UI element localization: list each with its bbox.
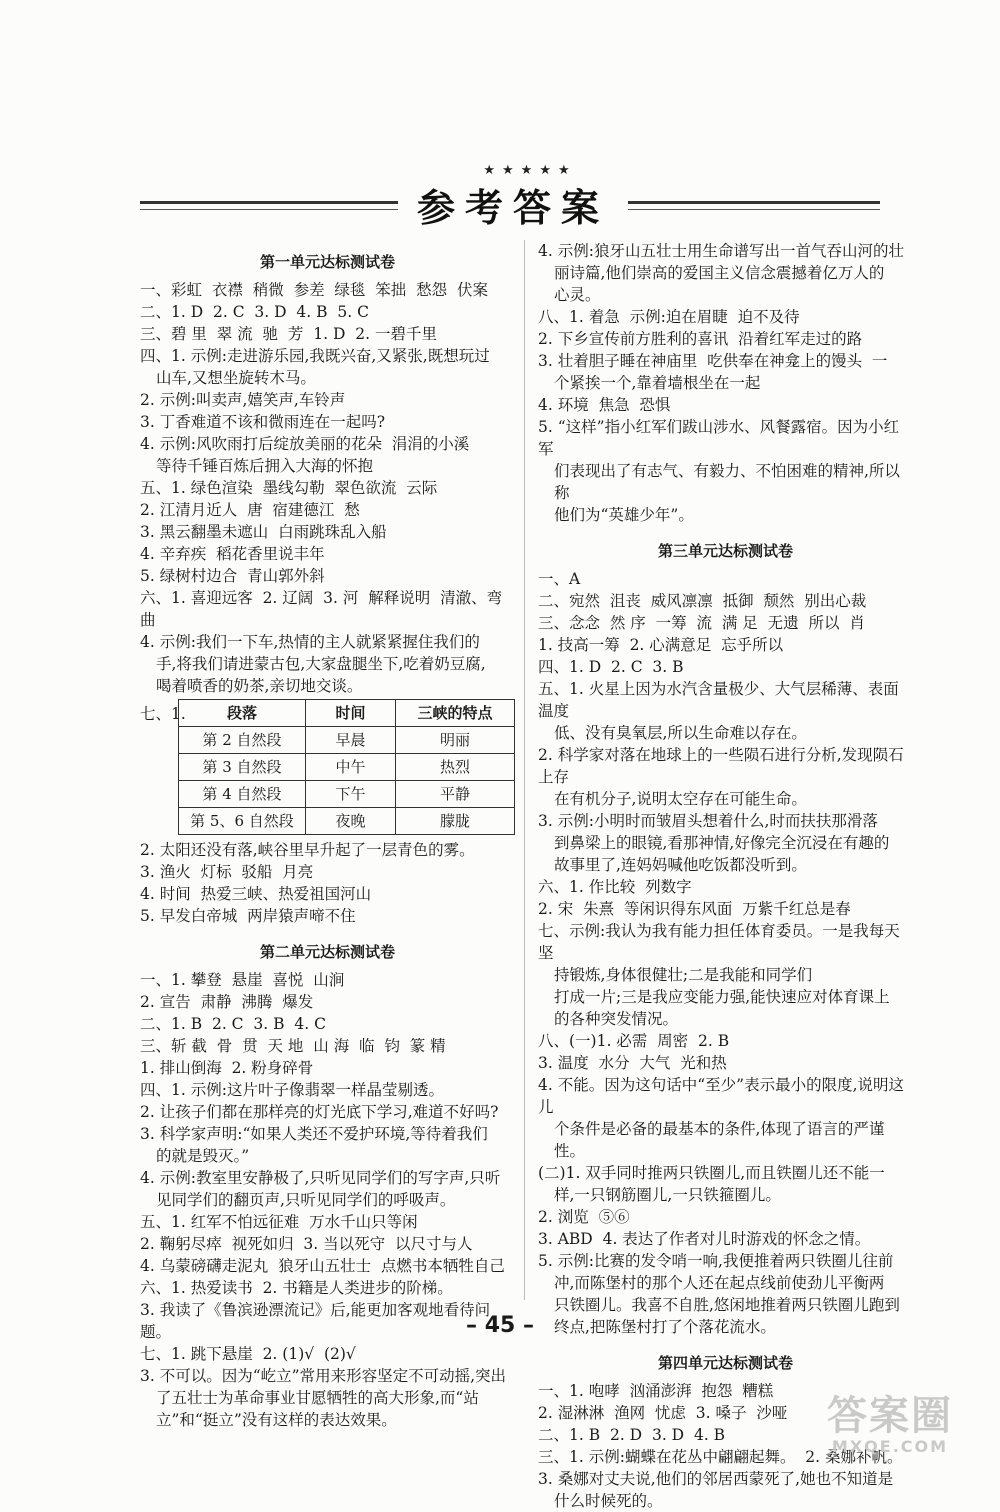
answer-line: 2. 鞠躬尽瘁 视死如归 3. 当以死守 以尺寸与人 — [140, 1235, 473, 1253]
answer-line: 丽诗篇,他们崇高的爱国主义信念震撼着亿万人的 — [554, 264, 885, 282]
answer-line: 手,将我们请进蒙古包,大家盘腿坐下,吃着奶豆腐, — [156, 655, 486, 673]
answer-line: 1. 排山倒海 2. 粉身碎骨 — [140, 1059, 314, 1077]
table-cell: 朦胧 — [396, 808, 515, 835]
answer-line: 5. 绿树村边合 青山郭外斜 — [140, 567, 325, 585]
answer-table — [178, 699, 515, 835]
answer-line: 二、1. B 2. D 3. D 4. B — [538, 1426, 726, 1444]
table-cell: 下午 — [305, 781, 395, 808]
section-title: 第一单元达标测试卷 — [259, 253, 395, 271]
table-cell: 明丽 — [396, 727, 515, 754]
answer-line: 五、1. 火星上因为水汽含量极少、大气层稀薄、表面温度 — [538, 680, 899, 720]
answer-line: 4. 示例:风吹雨打后绽放美丽的花朵 涓涓的小溪 — [140, 435, 470, 453]
answer-line: 立”和“挺立”没有这样的表达效果。 — [156, 1411, 397, 1429]
answer-line: 一、A — [538, 570, 581, 588]
table-block — [140, 699, 515, 835]
answer-line: (二)1. 双手同时推两只铁圈儿,而且铁圈儿还不能一 — [538, 1164, 885, 1182]
answer-line: 3. 温度 水分 大气 光和热 — [538, 1054, 727, 1072]
answer-line: 3. 壮着胆子睡在神庙里 吃供奉在神龛上的馒头 一 — [538, 352, 888, 370]
table-header-cell: 段落 — [179, 700, 306, 727]
table-cell: 第 5、6 自然段 — [179, 808, 306, 835]
watermark-logo: 答案圈 MXQE.COM — [827, 1393, 953, 1456]
answer-line: 等待千锤百炼后拥入大海的怀抱 — [156, 457, 374, 475]
answer-line: 心灵。 — [554, 286, 601, 304]
answer-line: 六、1. 作比较 列数字 — [538, 878, 692, 896]
answer-line: 六、1. 热爱读书 2. 书籍是人类进步的阶梯。 — [140, 1279, 453, 1297]
table-cell: 第 3 自然段 — [179, 754, 306, 781]
table-cell: 夜晚 — [305, 808, 395, 835]
answer-line: 3. 丁香难道不该和微雨连在一起吗? — [140, 413, 386, 431]
table-cell: 第 2 自然段 — [179, 727, 306, 754]
section-title: 第四单元达标测试卷 — [657, 1354, 793, 1372]
table-header-cell: 三峡的特点 — [396, 700, 515, 727]
answer-line: 个条件是必备的最基本的条件,体现了语言的严谨性。 — [554, 1120, 885, 1160]
table-label: 七、1. — [140, 705, 186, 723]
section-title: 第二单元达标测试卷 — [259, 943, 395, 961]
table-cell: 第 4 自然段 — [179, 781, 306, 808]
section-title: 第三单元达标测试卷 — [657, 542, 793, 560]
header-rule-right — [628, 201, 880, 204]
table-cell: 平静 — [396, 781, 515, 808]
answer-line: 2. 示例:叫卖声,嬉笑声,车铃声 — [140, 391, 346, 409]
answer-line: 4. 环境 焦急 恐惧 — [538, 396, 671, 414]
answer-line: 4. 时间 热爱三峡、热爱祖国河山 — [140, 885, 372, 903]
answer-line: 五、1. 绿色渲染 墨线勾勒 翠色欲流 云际 — [140, 479, 438, 497]
answer-line: 2. 宣告 肃静 沸腾 爆发 — [140, 993, 314, 1011]
answer-line: 六、1. 喜迎远客 2. 辽阔 3. 河 解释说明 清澈、弯曲 — [140, 589, 503, 629]
left-column — [140, 243, 515, 1431]
answer-line: 2. 江清月近人 唐 宿建德江 愁 — [140, 501, 360, 519]
header-rule-left — [140, 201, 398, 204]
table-cell: 中午 — [305, 754, 395, 781]
answer-line: 三、念念 然 序 一筹 流 满 足 无遗 所以 肖 — [538, 614, 865, 632]
answer-line: 4. 示例:我们一下车,热情的主人就紧紧握住我们的 — [140, 633, 480, 651]
answer-line: 冲,而陈堡村的那个人还在起点线前使劲儿平衡两 — [554, 1274, 885, 1292]
answer-line: 二、宛然 沮丧 威风凛凛 抵御 颓然 别出心裁 — [538, 592, 867, 610]
answer-line: 三、斩 截 骨 贯 天 地 山 海 临 钧 篆 精 — [140, 1037, 446, 1055]
answer-line: 七、示例:我认为我有能力担任体育委员。一是我每天坚 — [538, 922, 900, 962]
answer-line: 一、彩虹 衣襟 稍微 参差 绿毯 笨拙 愁怨 伏案 — [140, 281, 488, 299]
answer-line: 五、1. 红军不怕远征难 万水千山只等闲 — [140, 1213, 418, 1231]
answer-line: 三、1. 示例:蝴蝶在花丛中翩翩起舞。 2. 桑娜补帆。 — [538, 1448, 903, 1466]
header-rule-right-thin — [628, 209, 880, 210]
answer-line: 4. 示例:教室里安静极了,只听见同学们的写字声,只听 — [140, 1169, 501, 1187]
section-1-answers-continued — [140, 839, 515, 927]
answer-line: 四、1. D 2. C 3. B — [538, 658, 684, 676]
answer-line: 三、碧 里 翠 流 驰 芳 1. D 2. 一碧千里 — [140, 325, 437, 343]
answer-line: 打成一片;三是我应变能力强,能快速应对体育课上 — [554, 988, 890, 1006]
answer-line: 什么时候死的。 — [554, 1492, 663, 1510]
answer-line: 5. “这样”指小红军们跋山涉水、风餐露宿。因为小红军 — [538, 418, 900, 458]
answer-line: 4. 示例:狼牙山五壮士用生命谱写出一首气吞山河的壮 — [538, 242, 904, 260]
answer-line: 八、1. 着急 示例:迫在眉睫 迫不及待 — [538, 308, 800, 326]
answer-line: 2. 浏览 ⑤⑥ — [538, 1208, 630, 1226]
answer-line: 2. 科学家对落在地球上的一些陨石进行分析,发现陨石上存 — [538, 746, 904, 786]
answer-line: 2. 太阳还没有落,峡谷里早升起了一层青色的雾。 — [140, 841, 475, 859]
answer-line: 见同学们的翻页声,只听见同学们的呼吸声。 — [156, 1191, 456, 1209]
section-3-answers — [538, 568, 913, 1338]
answer-line: 一、1. 攀登 悬崖 喜悦 山涧 — [140, 971, 345, 989]
answer-line: 3. ABD 4. 表达了作者对儿时游戏的怀念之情。 — [538, 1230, 871, 1248]
column-divider — [524, 240, 525, 1300]
answer-line: 4. 乌蒙磅礴走泥丸 狼牙山五壮士 点燃书本牺牲自己 — [140, 1257, 505, 1275]
answer-line: 5. 早发白帝城 两岸猿声啼不住 — [140, 907, 356, 925]
answer-line: 山车,又想坐旋转木马。 — [156, 369, 316, 387]
answer-line: 个紧挨一个,靠着墙根坐在一起 — [554, 374, 761, 392]
answer-line: 持锻炼,身体很健壮;二是我能和同学们 — [554, 966, 813, 984]
answer-line: 1. 技高一筹 2. 心满意足 忘乎所以 — [538, 636, 784, 654]
answer-line: 3. 黑云翻墨未遮山 白雨跳珠乱入船 — [140, 523, 387, 541]
answer-line: 故事里了,连妈妈喊他吃饭都没听到。 — [554, 856, 807, 874]
answer-line: 四、1. 示例:走进游乐园,我既兴奋,又紧张,既想玩过 — [140, 347, 490, 365]
answer-line: 到鼻梁上的眼镜,看那神情,好像完全沉浸在有趣的 — [554, 834, 890, 852]
table-cell: 早晨 — [305, 727, 395, 754]
answer-line: 的各种突发情况。 — [554, 1010, 679, 1028]
answer-line: 们表现出了有志气、有毅力、不怕困难的精神,所以称 — [554, 462, 900, 502]
table-cell: 热烈 — [396, 754, 515, 781]
answer-line: 七、1. 跳下悬崖 2. (1)√ (2)√ — [140, 1345, 356, 1363]
answer-line: 低、没有臭氧层,所以生命难以存在。 — [554, 724, 807, 742]
answer-line: 二、1. B 2. C 3. B 4. C — [140, 1015, 326, 1033]
table-row — [179, 808, 515, 835]
answer-line: 4. 辛弃疾 稻花香里说丰年 — [140, 545, 325, 563]
answer-line: 了五壮士为革命事业甘愿牺牲的高大形象,而“站 — [156, 1389, 479, 1407]
answer-line: 5. 示例:比赛的发令哨一响,我便推着两只铁圈儿往前 — [538, 1252, 894, 1270]
answer-line: 喝着喷香的奶茶,亲切地交谈。 — [156, 677, 363, 695]
answer-line: 3. 不可以。因为“屹立”常用来形容坚定不可动摇,突出 — [140, 1367, 506, 1385]
answer-line: 3. 渔火 灯标 驳船 月亮 — [140, 863, 314, 881]
answer-line: 终点,把陈堡村打了个落花流水。 — [554, 1318, 776, 1336]
table-row — [179, 754, 515, 781]
section-2-answers-continued — [538, 240, 913, 526]
answer-line: 4. 不能。因为这句话中“至少”表示最小的限度,说明这儿 — [538, 1076, 904, 1116]
answer-line: 样,一只钢筋圈儿,一只铁箍圈儿。 — [554, 1186, 781, 1204]
answer-line: 3. 科学家声明:“如果人类还不爱护环境,等待着我们 — [140, 1125, 488, 1143]
answer-line: 3. 示例:小明时而皱眉头想着什么,时而扶扶那滑落 — [538, 812, 878, 830]
page-header — [0, 163, 1000, 230]
stars-decoration: ★★★★★ — [483, 163, 577, 178]
table-row — [179, 781, 515, 808]
answer-line: 3. 我读了《鲁滨逊漂流记》后,能更加客观地看待问题。 — [140, 1301, 491, 1341]
answer-line: 2. 宋 朱熹 等闲识得东风面 万紫千红总是春 — [538, 900, 851, 918]
page-number: – 45 – — [466, 1313, 534, 1338]
answer-line: 的就是毁灭。” — [156, 1147, 250, 1165]
section-1-answers — [140, 279, 515, 697]
table-row — [179, 727, 515, 754]
answer-line: 他们为“英雄少年”。 — [554, 506, 694, 524]
answer-line: 在有机分子,说明太空存在可能生命。 — [554, 790, 807, 808]
answer-line: 八、(一)1. 必需 周密 2. B — [538, 1032, 730, 1050]
answer-line: 2. 下乡宣传前方胜利的喜讯 沿着红军走过的路 — [538, 330, 863, 348]
page-title: 参考答案 — [416, 186, 609, 230]
answer-line: 3. 桑娜对丈夫说,他们的邻居西蒙死了,她也不知道是 — [538, 1470, 894, 1488]
answer-line: 四、1. 示例:这片叶子像翡翠一样晶莹剔透。 — [140, 1081, 444, 1099]
answer-line: 一、1. 咆哮 汹涌澎湃 抱怨 糟糕 — [538, 1382, 774, 1400]
answer-line: 2. 让孩子们都在那样亮的灯光底下学习,难道不好吗? — [140, 1103, 499, 1121]
answer-line: 只铁圈儿。我喜不自胜,悠闲地推着两只铁圈儿跑到 — [554, 1296, 900, 1314]
answer-line: 二、1. D 2. C 3. D 4. B 5. C — [140, 303, 369, 321]
answer-line: 2. 湿淋淋 渔网 忧虑 3. 嗓子 沙哑 — [538, 1404, 788, 1422]
section-2-answers — [140, 969, 515, 1431]
table-header-cell: 时间 — [305, 700, 395, 727]
header-rule-left-thin — [140, 209, 398, 210]
